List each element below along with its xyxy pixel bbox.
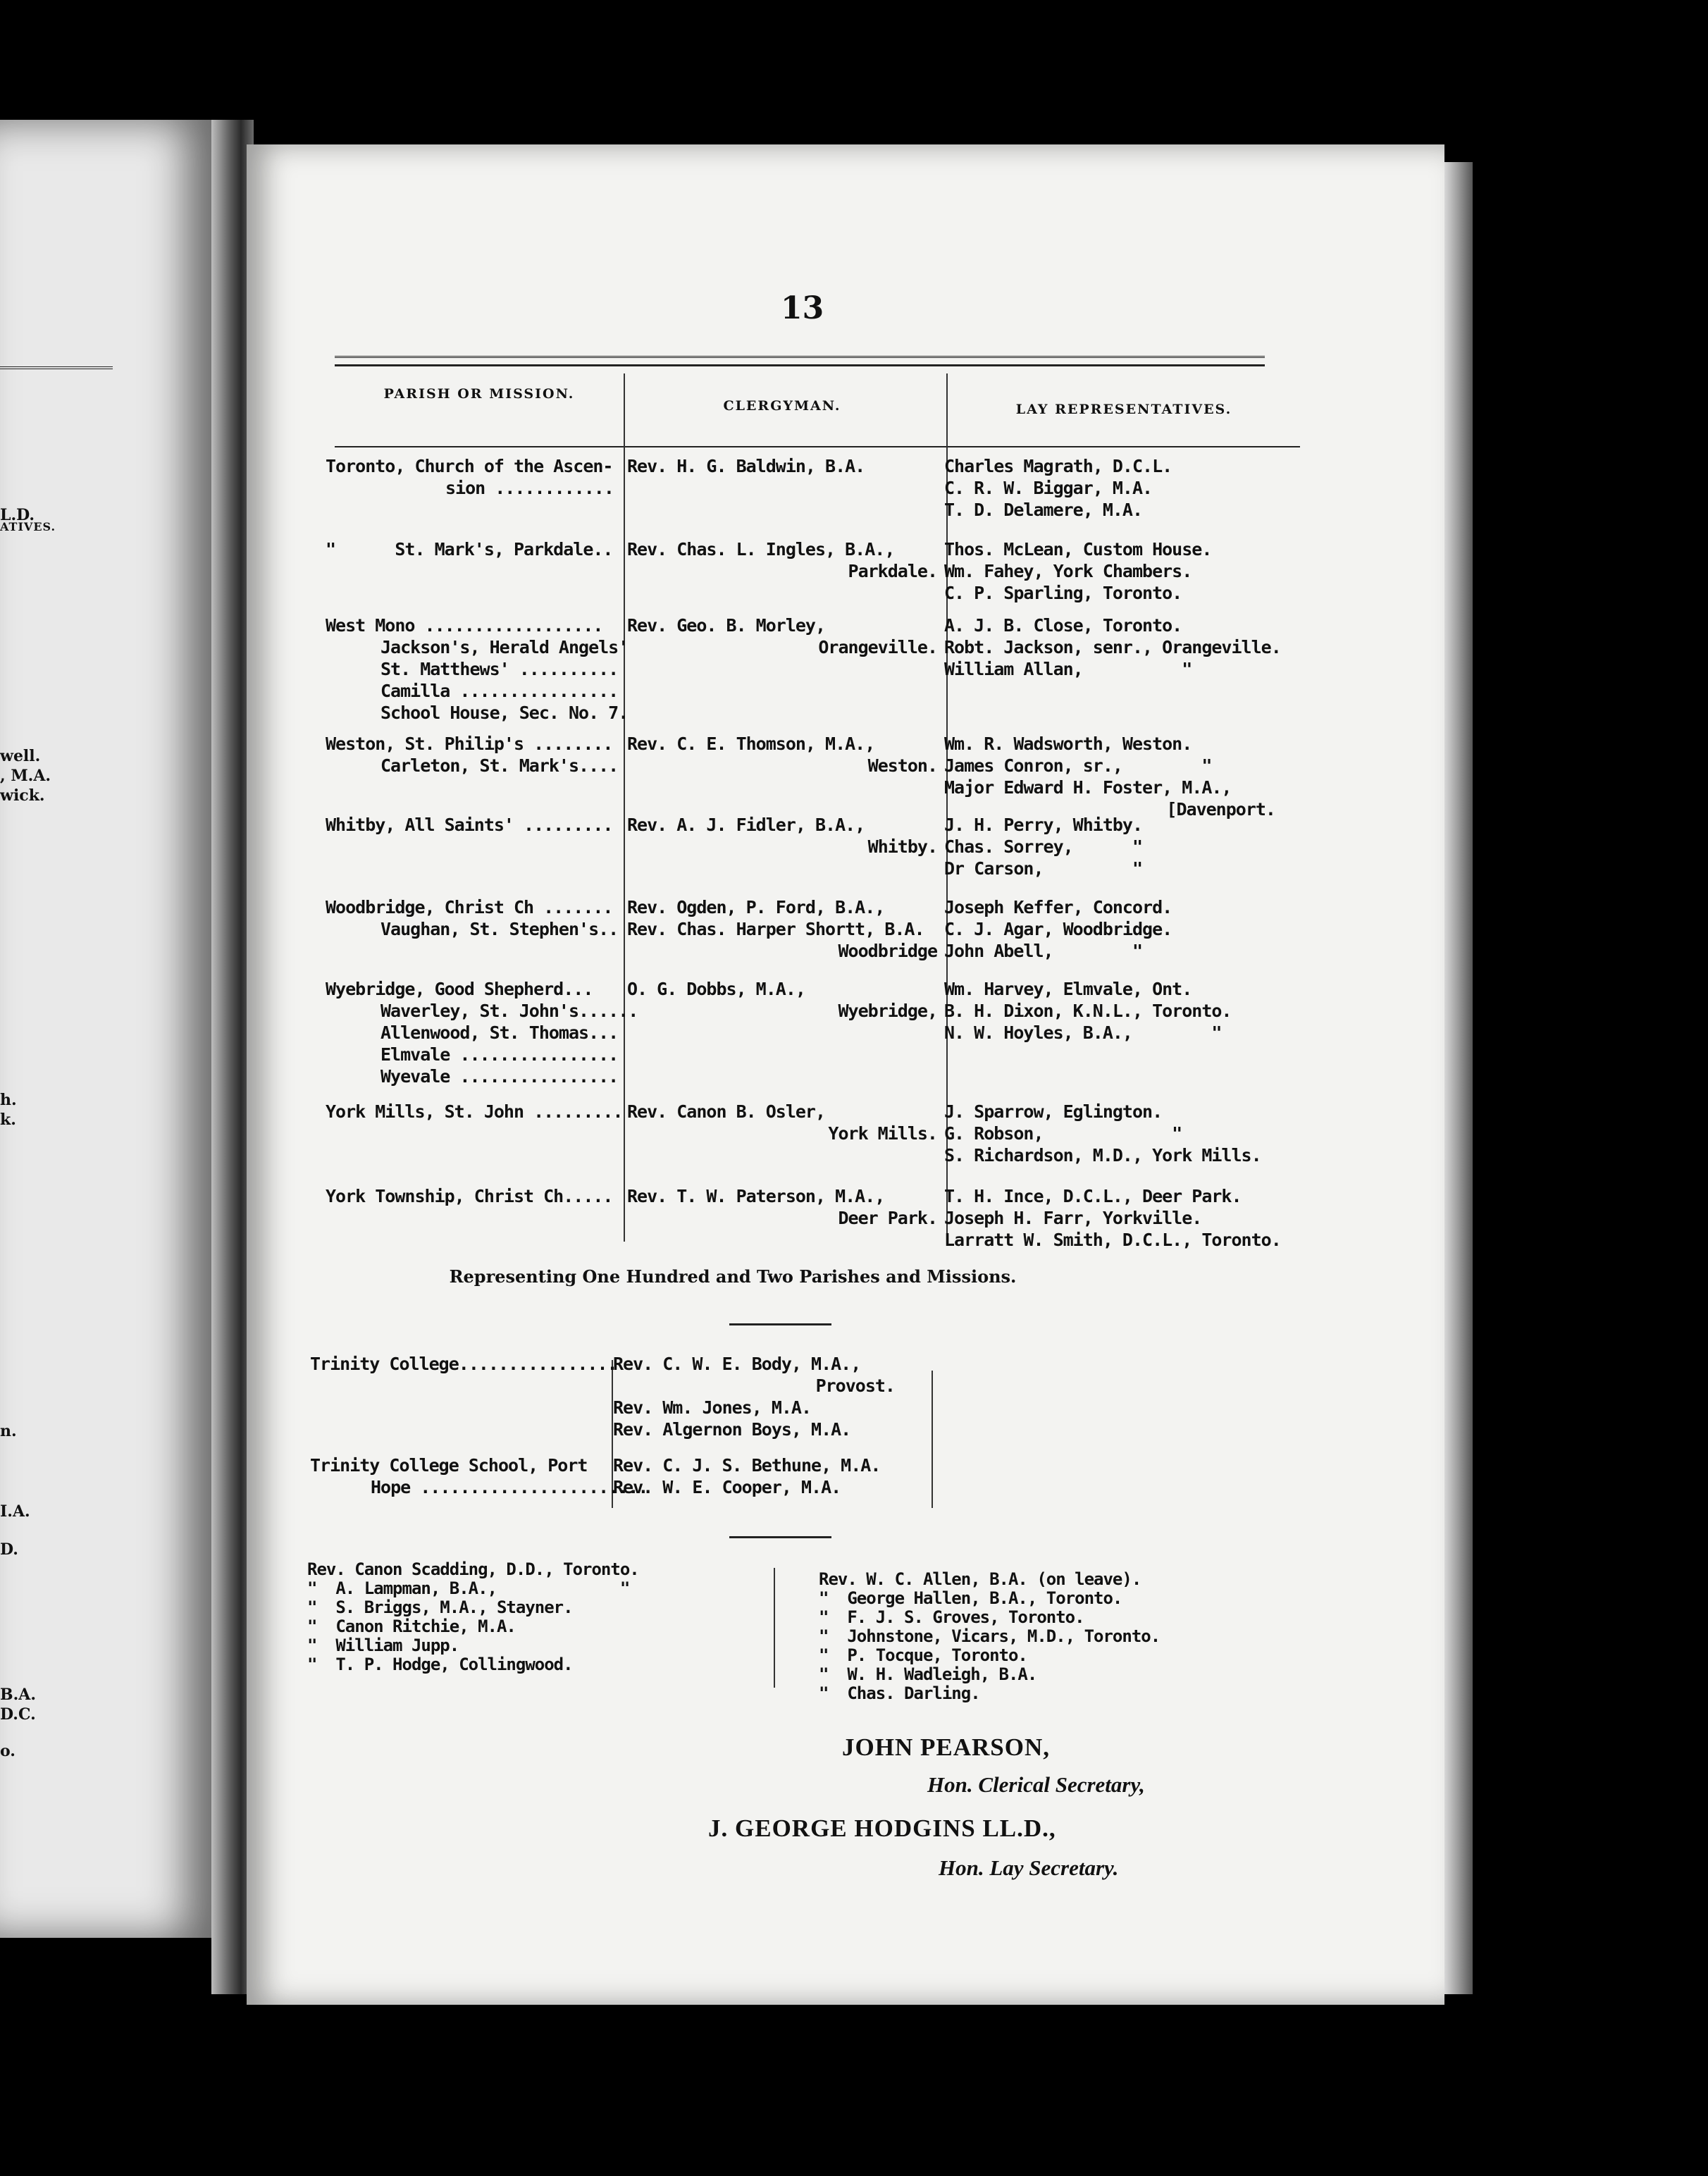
college-name-cell (310, 1353, 617, 1375)
lay-representatives-cell (944, 538, 1275, 604)
ex-officio-entry: " P. Tocque, Toronto. (819, 1645, 1027, 1665)
left-fragment: n. (0, 1422, 17, 1440)
clergy-line: Rev. C. J. S. Bethune, M.A. (613, 1455, 881, 1476)
ex-officio-entry: Rev. W. C. Allen, B.A. (on leave). (819, 1569, 1141, 1589)
clergyman-cell (627, 978, 937, 1022)
parish-line: sion ............ (445, 478, 614, 498)
clerical-secretary-title: Hon. Clerical Secretary, (927, 1772, 1145, 1797)
left-fragment: L.D. (0, 506, 35, 524)
ex-officio-entry: " T. P. Hodge, Collingwood. (307, 1655, 573, 1674)
lay-line: Dr Carson, " (944, 858, 1143, 879)
parish-line: St. Matthews' .......... (380, 659, 619, 679)
left-fragment: D.C. (0, 1705, 36, 1724)
lay-representatives-cell (944, 1185, 1281, 1251)
clergy-line: Provost. (815, 1376, 895, 1396)
clergy-line: Rev. Wm. Jones, M.A. (613, 1397, 812, 1418)
parish-cell (326, 1185, 621, 1207)
lay-line: A. J. B. Close, Toronto. (944, 615, 1182, 636)
clergy-line: Rev. A. J. Fidler, B.A., (627, 815, 865, 835)
lay-line: C. R. W. Biggar, M.A. (944, 478, 1153, 498)
lay-line: N. W. Hoyles, B.A., " (944, 1022, 1222, 1043)
ex-officio-entry: " Canon Ritchie, M.A. (307, 1616, 516, 1636)
parish-cell (326, 896, 621, 940)
clergyman-cell (627, 614, 937, 658)
column-header-clergyman: CLERGYMAN. (723, 398, 841, 414)
clergy-line: O. G. Dobbs, M.A., (627, 979, 805, 999)
lay-line: Joseph H. Farr, Yorkville. (944, 1208, 1202, 1228)
column-rule (774, 1568, 775, 1688)
ex-officio-entry: " F. J. S. Groves, Toronto. (819, 1607, 1084, 1627)
page-edge (1444, 162, 1473, 1994)
column-rule (624, 373, 625, 1242)
lay-line: Chas. Sorrey, " (944, 836, 1143, 857)
lay-representatives-cell (944, 455, 1275, 521)
clergy-line: Rev. W. E. Cooper, M.A. (613, 1477, 841, 1497)
clergyman-cell (627, 1185, 937, 1229)
parish-line: Elmvale ................ (380, 1044, 619, 1065)
ex-officio-column-left (307, 1560, 639, 1674)
lay-line: B. H. Dixon, K.N.L., Toronto. (944, 1001, 1232, 1021)
lay-representatives-cell (944, 978, 1275, 1044)
clergy-line: Woodbridge (838, 941, 937, 961)
left-fragment: wick. (0, 786, 45, 805)
separator-rule (729, 1323, 831, 1325)
column-header-parish: PARISH OR MISSION. (383, 386, 575, 402)
lay-line: J. H. Perry, Whitby. (944, 815, 1143, 835)
parish-cell (326, 733, 621, 777)
clergyman-cell (627, 538, 937, 582)
college-name-cell (310, 1454, 648, 1498)
lay-line: C. P. Sparling, Toronto. (944, 583, 1182, 603)
parish-line: Wyebridge, Good Shepherd... (326, 979, 593, 999)
lay-representatives-cell (944, 896, 1275, 962)
left-fragment: o. (0, 1742, 16, 1760)
header-double-rule (335, 356, 1265, 361)
left-fragment: well. (0, 747, 41, 765)
separator-rule (729, 1536, 831, 1538)
clergy-line: Rev. T. W. Paterson, M.A., (627, 1186, 885, 1206)
lay-representatives-cell (944, 814, 1275, 879)
ex-officio-entry: " William Jupp. (307, 1636, 459, 1655)
lay-line: Wm. R. Wadsworth, Weston. (944, 734, 1192, 754)
parish-line: West Mono .................. (326, 615, 603, 636)
clergy-line: Weston. (867, 755, 937, 776)
clergy-line: Rev. C. E. Thomson, M.A., (627, 734, 875, 754)
clergyman-cell (627, 1101, 937, 1144)
parish-line: Waverley, St. John's...... (380, 1001, 638, 1021)
ex-officio-entry: " W. H. Wadleigh, B.A. (819, 1664, 1037, 1684)
left-page-rule (0, 366, 113, 369)
parish-line: Trinity College................ (310, 1354, 617, 1374)
lay-line: Major Edward H. Foster, M.A., (944, 777, 1232, 798)
clergy-line: Rev. Canon B. Osler, (627, 1101, 826, 1122)
parish-line: Trinity College School, Port (310, 1455, 588, 1476)
parish-line: Allenwood, St. Thomas... (380, 1022, 619, 1043)
parish-cell (326, 614, 629, 724)
lay-line: J. Sparrow, Eglington. (944, 1101, 1163, 1122)
parish-line: Whitby, All Saints' ......... (326, 815, 613, 835)
college-clergy-cell (613, 1454, 895, 1498)
left-page-header-fragment: ATIVES. (0, 520, 56, 533)
clergy-line: York Mills. (828, 1123, 937, 1144)
lay-line: John Abell, " (944, 941, 1143, 961)
ex-officio-entry: " S. Briggs, M.A., Stayner. (307, 1597, 573, 1617)
lay-line: William Allan, " (944, 659, 1192, 679)
ex-officio-entry: " A. Lampman, B.A., " (307, 1578, 630, 1598)
lay-line: S. Richardson, M.D., York Mills. (944, 1145, 1261, 1166)
lay-secretary-name: J. GEORGE HODGINS LL.D., (708, 1815, 1056, 1842)
parish-line: Carleton, St. Mark's.... (380, 755, 619, 776)
parish-line: Wyevale ................ (380, 1066, 619, 1087)
parish-cell (326, 978, 638, 1087)
parish-line: York Mills, St. John ......... (326, 1101, 623, 1122)
parish-cell (326, 538, 621, 560)
lay-line: Wm. Harvey, Elmvale, Ont. (944, 979, 1192, 999)
lay-line: Joseph Keffer, Concord. (944, 897, 1172, 917)
lay-line: [Davenport. (1166, 799, 1275, 820)
parish-line: Vaughan, St. Stephen's.. (380, 919, 619, 939)
clergy-line: Whitby. (867, 836, 937, 857)
lay-line: C. J. Agar, Woodbridge. (944, 919, 1172, 939)
summary-note: Representing One Hundred and Two Parishes and Missions. (449, 1266, 1017, 1287)
ex-officio-entry: " Johnstone, Vicars, M.D., Toronto. (819, 1626, 1161, 1646)
parish-line: Toronto, Church of the Ascen- (326, 456, 613, 476)
column-header-lay: LAY REPRESENTATIVES. (1015, 402, 1232, 417)
parish-cell (326, 1101, 621, 1123)
clergy-line: Wyebridge, (838, 1001, 937, 1021)
parish-line: Woodbridge, Christ Ch ....... (326, 897, 613, 917)
clergyman-cell (627, 896, 937, 962)
parish-line: Jackson's, Herald Angels' (380, 637, 629, 657)
parish-line: " St. Mark's, Parkdale.. (326, 539, 613, 560)
left-fragment: B.A. (0, 1686, 36, 1704)
clergy-line: Rev. Algernon Boys, M.A. (613, 1419, 851, 1440)
parish-line: Weston, St. Philip's ........ (326, 734, 613, 754)
header-rule (335, 364, 1265, 366)
left-fragment: , M.A. (0, 767, 51, 785)
clergy-line: Parkdale. (848, 561, 937, 581)
clergyman-cell (627, 455, 937, 477)
lay-line: James Conron, sr., " (944, 755, 1212, 776)
left-fragment: D. (0, 1540, 18, 1559)
parish-line: Hope ....................... (371, 1477, 648, 1497)
clergy-line: Orangeville. (818, 637, 937, 657)
column-header-rule (335, 446, 1300, 447)
clergy-line: Rev. Ogden, P. Ford, B.A., (627, 897, 885, 917)
clergy-line: Rev. C. W. E. Body, M.A., (613, 1354, 861, 1374)
clergy-line: Deer Park. (838, 1208, 937, 1228)
lay-line: T. H. Ince, D.C.L., Deer Park. (944, 1186, 1242, 1206)
clerical-secretary-name: JOHN PEARSON, (842, 1733, 1050, 1761)
parish-line: Camilla ................ (380, 681, 619, 701)
parish-line: York Township, Christ Ch..... (326, 1186, 613, 1206)
college-clergy-cell (613, 1353, 895, 1440)
lay-line: G. Robson, " (944, 1123, 1182, 1144)
clergy-line: Rev. Chas. L. Ingles, B.A., (627, 539, 895, 560)
lay-secretary-title: Hon. Lay Secretary. (939, 1855, 1119, 1880)
lay-representatives-cell (944, 614, 1281, 680)
ex-officio-entry: " George Hallen, B.A., Toronto. (819, 1588, 1122, 1608)
parish-cell (326, 455, 621, 499)
parish-cell (326, 814, 621, 836)
lay-line: Robt. Jackson, senr., Orangeville. (944, 637, 1281, 657)
left-fragment: h. (0, 1091, 17, 1109)
clergy-line: Rev. Geo. B. Morley, (627, 615, 826, 636)
column-rule (932, 1371, 933, 1508)
lay-line: Larratt W. Smith, D.C.L., Toronto. (944, 1230, 1281, 1250)
left-fragment: I.A. (0, 1502, 30, 1521)
left-fragment: k. (0, 1111, 16, 1129)
clergyman-cell (627, 814, 937, 858)
clergyman-cell (627, 733, 937, 777)
page-number: 13 (781, 290, 824, 326)
ex-officio-column-right (819, 1570, 1160, 1703)
ex-officio-entry: " Chas. Darling. (819, 1683, 980, 1703)
lay-representatives-cell (944, 1101, 1275, 1166)
lay-line: Thos. McLean, Custom House. (944, 539, 1212, 560)
lay-line: Wm. Fahey, York Chambers. (944, 561, 1192, 581)
lay-line: T. D. Delamere, M.A. (944, 500, 1143, 520)
left-page-fragment (0, 120, 215, 1938)
clergy-line: Rev. H. G. Baldwin, B.A. (627, 456, 865, 476)
lay-line: Charles Magrath, D.C.L. (944, 456, 1172, 476)
clergy-line: Rev. Chas. Harper Shortt, B.A. (627, 919, 924, 939)
parish-line: School House, Sec. No. 7. (380, 703, 629, 723)
lay-representatives-cell (944, 733, 1275, 820)
ex-officio-entry: Rev. Canon Scadding, D.D., Toronto. (307, 1559, 639, 1579)
